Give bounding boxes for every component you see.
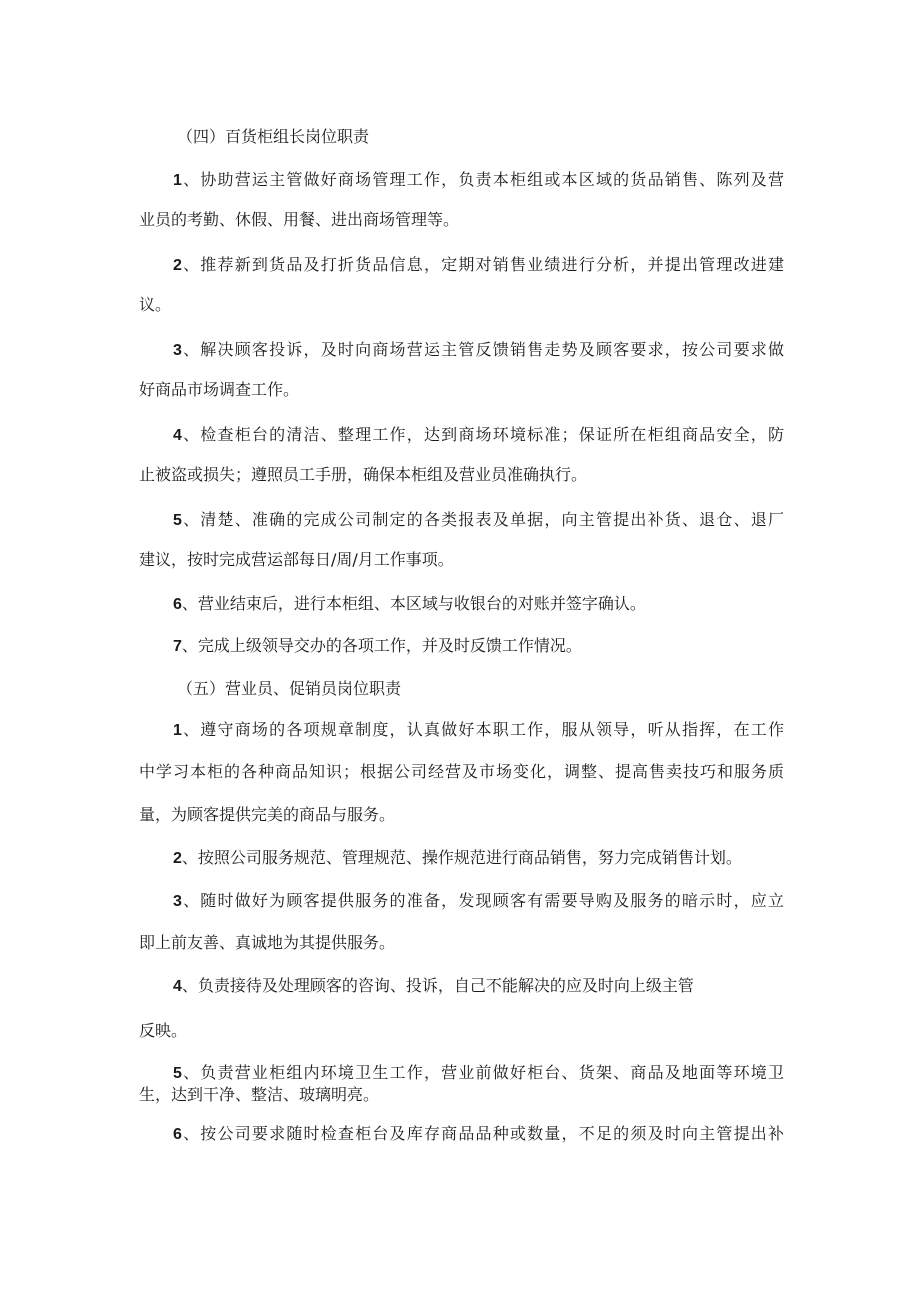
s5-item-4-line-1 [173, 976, 784, 997]
item-number: 3 [173, 342, 182, 359]
item-number: 1 [173, 172, 182, 189]
s4-item-3-line-2: 好商品市场调查工作。 [139, 380, 300, 399]
s5-item-4-line-2: 反映。 [139, 1021, 188, 1040]
item-text: 、按照公司服务规范、管理规范、操作规范进行商品销售，努力完成销售计划。 [181, 848, 742, 867]
item-text: 、清楚、准确的完成公司制定的各类报表及单据，向主管提出补货、退仓、退厂 [181, 510, 784, 529]
item-text: 、协助营运主管做好商场管理工作，负责本柜组或本区域的货品销售、陈列及营 [181, 170, 784, 189]
s5-item-1-line-2: 中学习本柜的各种商品知识；根据公司经营及市场变化，调整、提高售卖技巧和服务质 [139, 762, 784, 781]
item-text: 、负责接待及处理顾客的咨询、投诉，自己不能解决的应及时向上级主管 [181, 976, 694, 995]
s4-item-4-line-2: 止被盗或损失；遵照员工手册，确保本柜组及营业员准确执行。 [139, 465, 588, 484]
item-text: 、遵守商场的各项规章制度，认真做好本职工作，服从领导，听从指挥，在工作 [181, 720, 784, 739]
item-number: 4 [173, 978, 182, 995]
s5-item-6-line-1 [173, 1124, 784, 1145]
item-number: 7 [173, 638, 182, 655]
item-number: 2 [173, 257, 182, 274]
s5-item-5-line-2: 生，达到干净、整洁、玻璃明亮。 [139, 1085, 380, 1104]
item-number: 6 [173, 1126, 182, 1143]
section-4-heading: （四）百货柜组长岗位职责 [177, 127, 370, 146]
item-text: 、随时做好为顾客提供服务的准备，发现顾客有需要导购及服务的暗示时，应立 [181, 891, 784, 910]
item-number: 2 [173, 850, 182, 867]
item-text: 、检查柜台的清洁、整理工作，达到商场环境标准；保证所在柜组商品安全，防 [181, 425, 784, 444]
item-text: 、负责营业柜组内环境卫生工作，营业前做好柜台、货架、商品及地面等环境卫 [181, 1063, 784, 1082]
item-text: 、推荐新到货品及打折货品信息，定期对销售业绩进行分析，并提出管理改进建 [181, 255, 784, 274]
s4-item-1-line-2: 业员的考勤、休假、用餐、进出商场管理等。 [139, 210, 460, 229]
s4-item-5-line-1 [173, 510, 784, 531]
section-5-heading: （五）营业员、促销员岗位职责 [177, 679, 402, 698]
item-number: 6 [173, 596, 182, 613]
item-text: 、营业结束后，进行本柜组、本区域与收银台的对账并签字确认。 [181, 594, 646, 613]
s4-item-4-line-1 [173, 425, 784, 446]
item-number: 5 [173, 1065, 182, 1082]
s4-item-2-line-1 [173, 255, 784, 276]
item-number: 3 [173, 893, 182, 910]
item-text: 、按公司要求随时检查柜台及库存商品品种或数量，不足的须及时向主管提出补 [181, 1124, 784, 1143]
s5-item-3-line-1 [173, 891, 784, 912]
s5-item-2-line-1 [173, 848, 784, 869]
item-number: 4 [173, 427, 182, 444]
s4-item-5-line-2: 建议，按时完成营运部每日/周/月工作事项。 [139, 550, 454, 569]
s4-item-2-line-2: 议。 [139, 295, 172, 314]
item-text: 、完成上级领导交办的各项工作，并及时反馈工作情况。 [181, 636, 582, 655]
s4-item-3-line-1 [173, 340, 784, 361]
s5-item-1-line-3: 量，为顾客提供完美的商品与服务。 [139, 805, 396, 824]
item-number: 1 [173, 722, 182, 739]
s5-item-5-line-1 [173, 1063, 784, 1084]
item-number: 5 [173, 512, 182, 529]
item-text: 、解决顾客投诉，及时向商场营运主管反馈销售走势及顾客要求，按公司要求做 [181, 340, 784, 359]
s4-item-1-line-1 [173, 170, 784, 191]
s5-item-3-line-2: 即上前友善、真诚地为其提供服务。 [139, 933, 396, 952]
s5-item-1-line-1 [173, 720, 784, 741]
s4-item-7-line-1 [173, 636, 784, 657]
s4-item-6-line-1 [173, 594, 784, 615]
